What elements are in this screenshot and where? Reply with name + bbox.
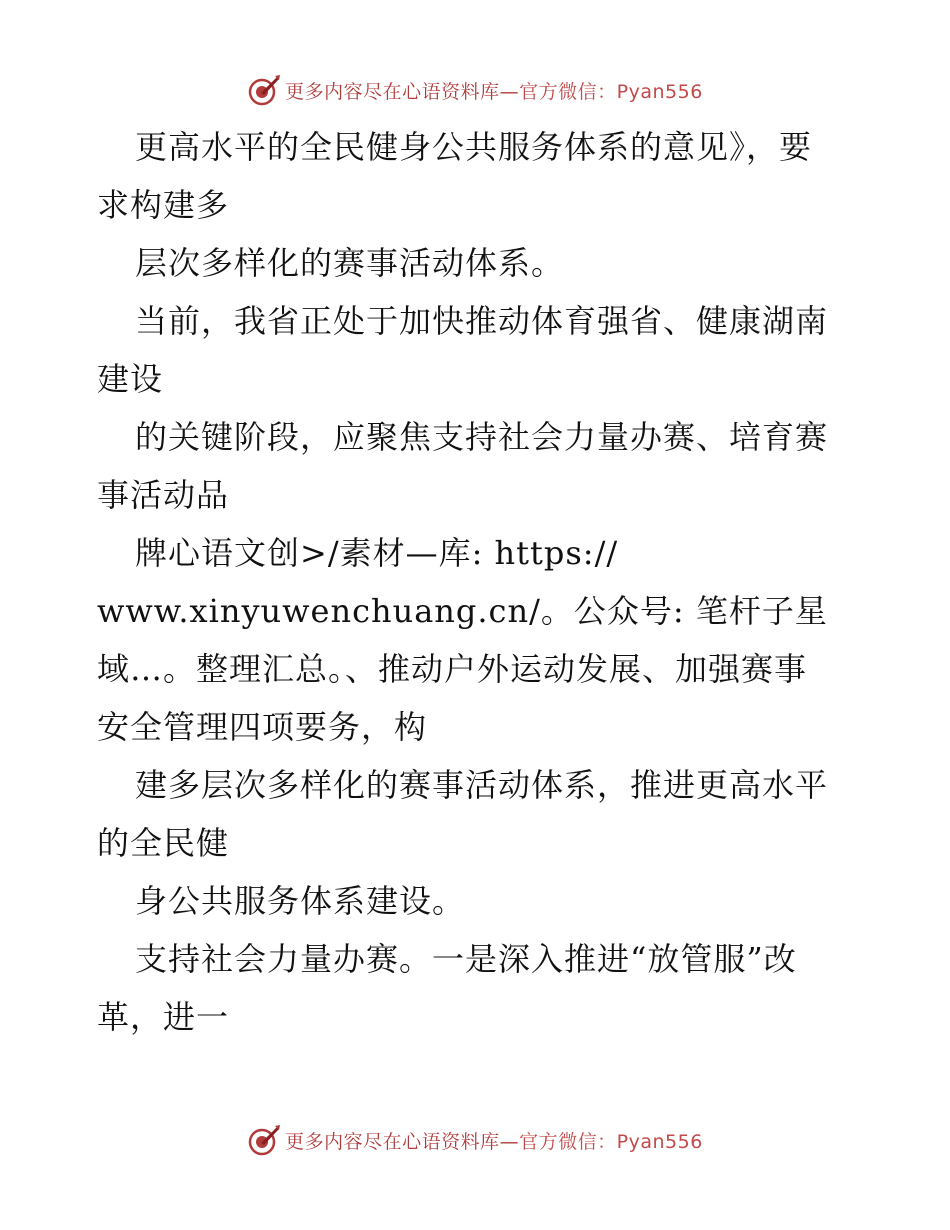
text-line: 安全管理四项要务，构: [97, 708, 428, 746]
document-body: [97, 118, 857, 1046]
banner-separator: —: [499, 1130, 520, 1153]
text-line: 革，进一: [97, 998, 230, 1036]
text-line: 牌心语文创>/素材—库: https://: [135, 534, 619, 572]
text-line: 建多层次多样化的赛事活动体系，推进更高水平: [135, 766, 829, 804]
banner-wechat: 官方微信：Pyan556: [519, 1130, 703, 1153]
banner-site-name: 更多内容尽在心语资料库: [285, 80, 500, 103]
banner-wechat: 官方微信：Pyan556: [519, 80, 703, 103]
text-line: 身公共服务体系建设。: [135, 882, 466, 920]
text-line: 求构建多: [97, 186, 230, 224]
text-line: 事活动品: [97, 476, 230, 514]
text-line: 的全民健: [97, 824, 230, 862]
text-line: 层次多样化的赛事活动体系。: [135, 244, 565, 282]
banner-separator: —: [499, 80, 520, 103]
text-line: 的关键阶段，应聚焦支持社会力量办赛、培育赛: [135, 418, 829, 456]
text-line: 当前，我省正处于加快推动体育强省、健康湖南: [135, 302, 829, 340]
text-line: 支持社会力量办赛。一是深入推进“放管服”改: [135, 940, 797, 978]
banner-site-name: 更多内容尽在心语资料库: [285, 1130, 500, 1153]
text-line: 更高水平的全民健身公共服务体系的意见》，要: [135, 128, 813, 166]
footer-watermark-banner: [0, 1120, 950, 1160]
quill-logo-icon: [247, 73, 281, 107]
quill-logo-icon: [247, 1123, 281, 1157]
text-line: www.xinyuwenchuang.cn/。公众号: 笔杆子星: [97, 592, 828, 630]
text-line: 建设: [97, 360, 164, 398]
text-line: 域…。整理汇总。、推动户外运动发展、加强赛事: [97, 650, 808, 688]
header-watermark-banner: [0, 70, 950, 110]
